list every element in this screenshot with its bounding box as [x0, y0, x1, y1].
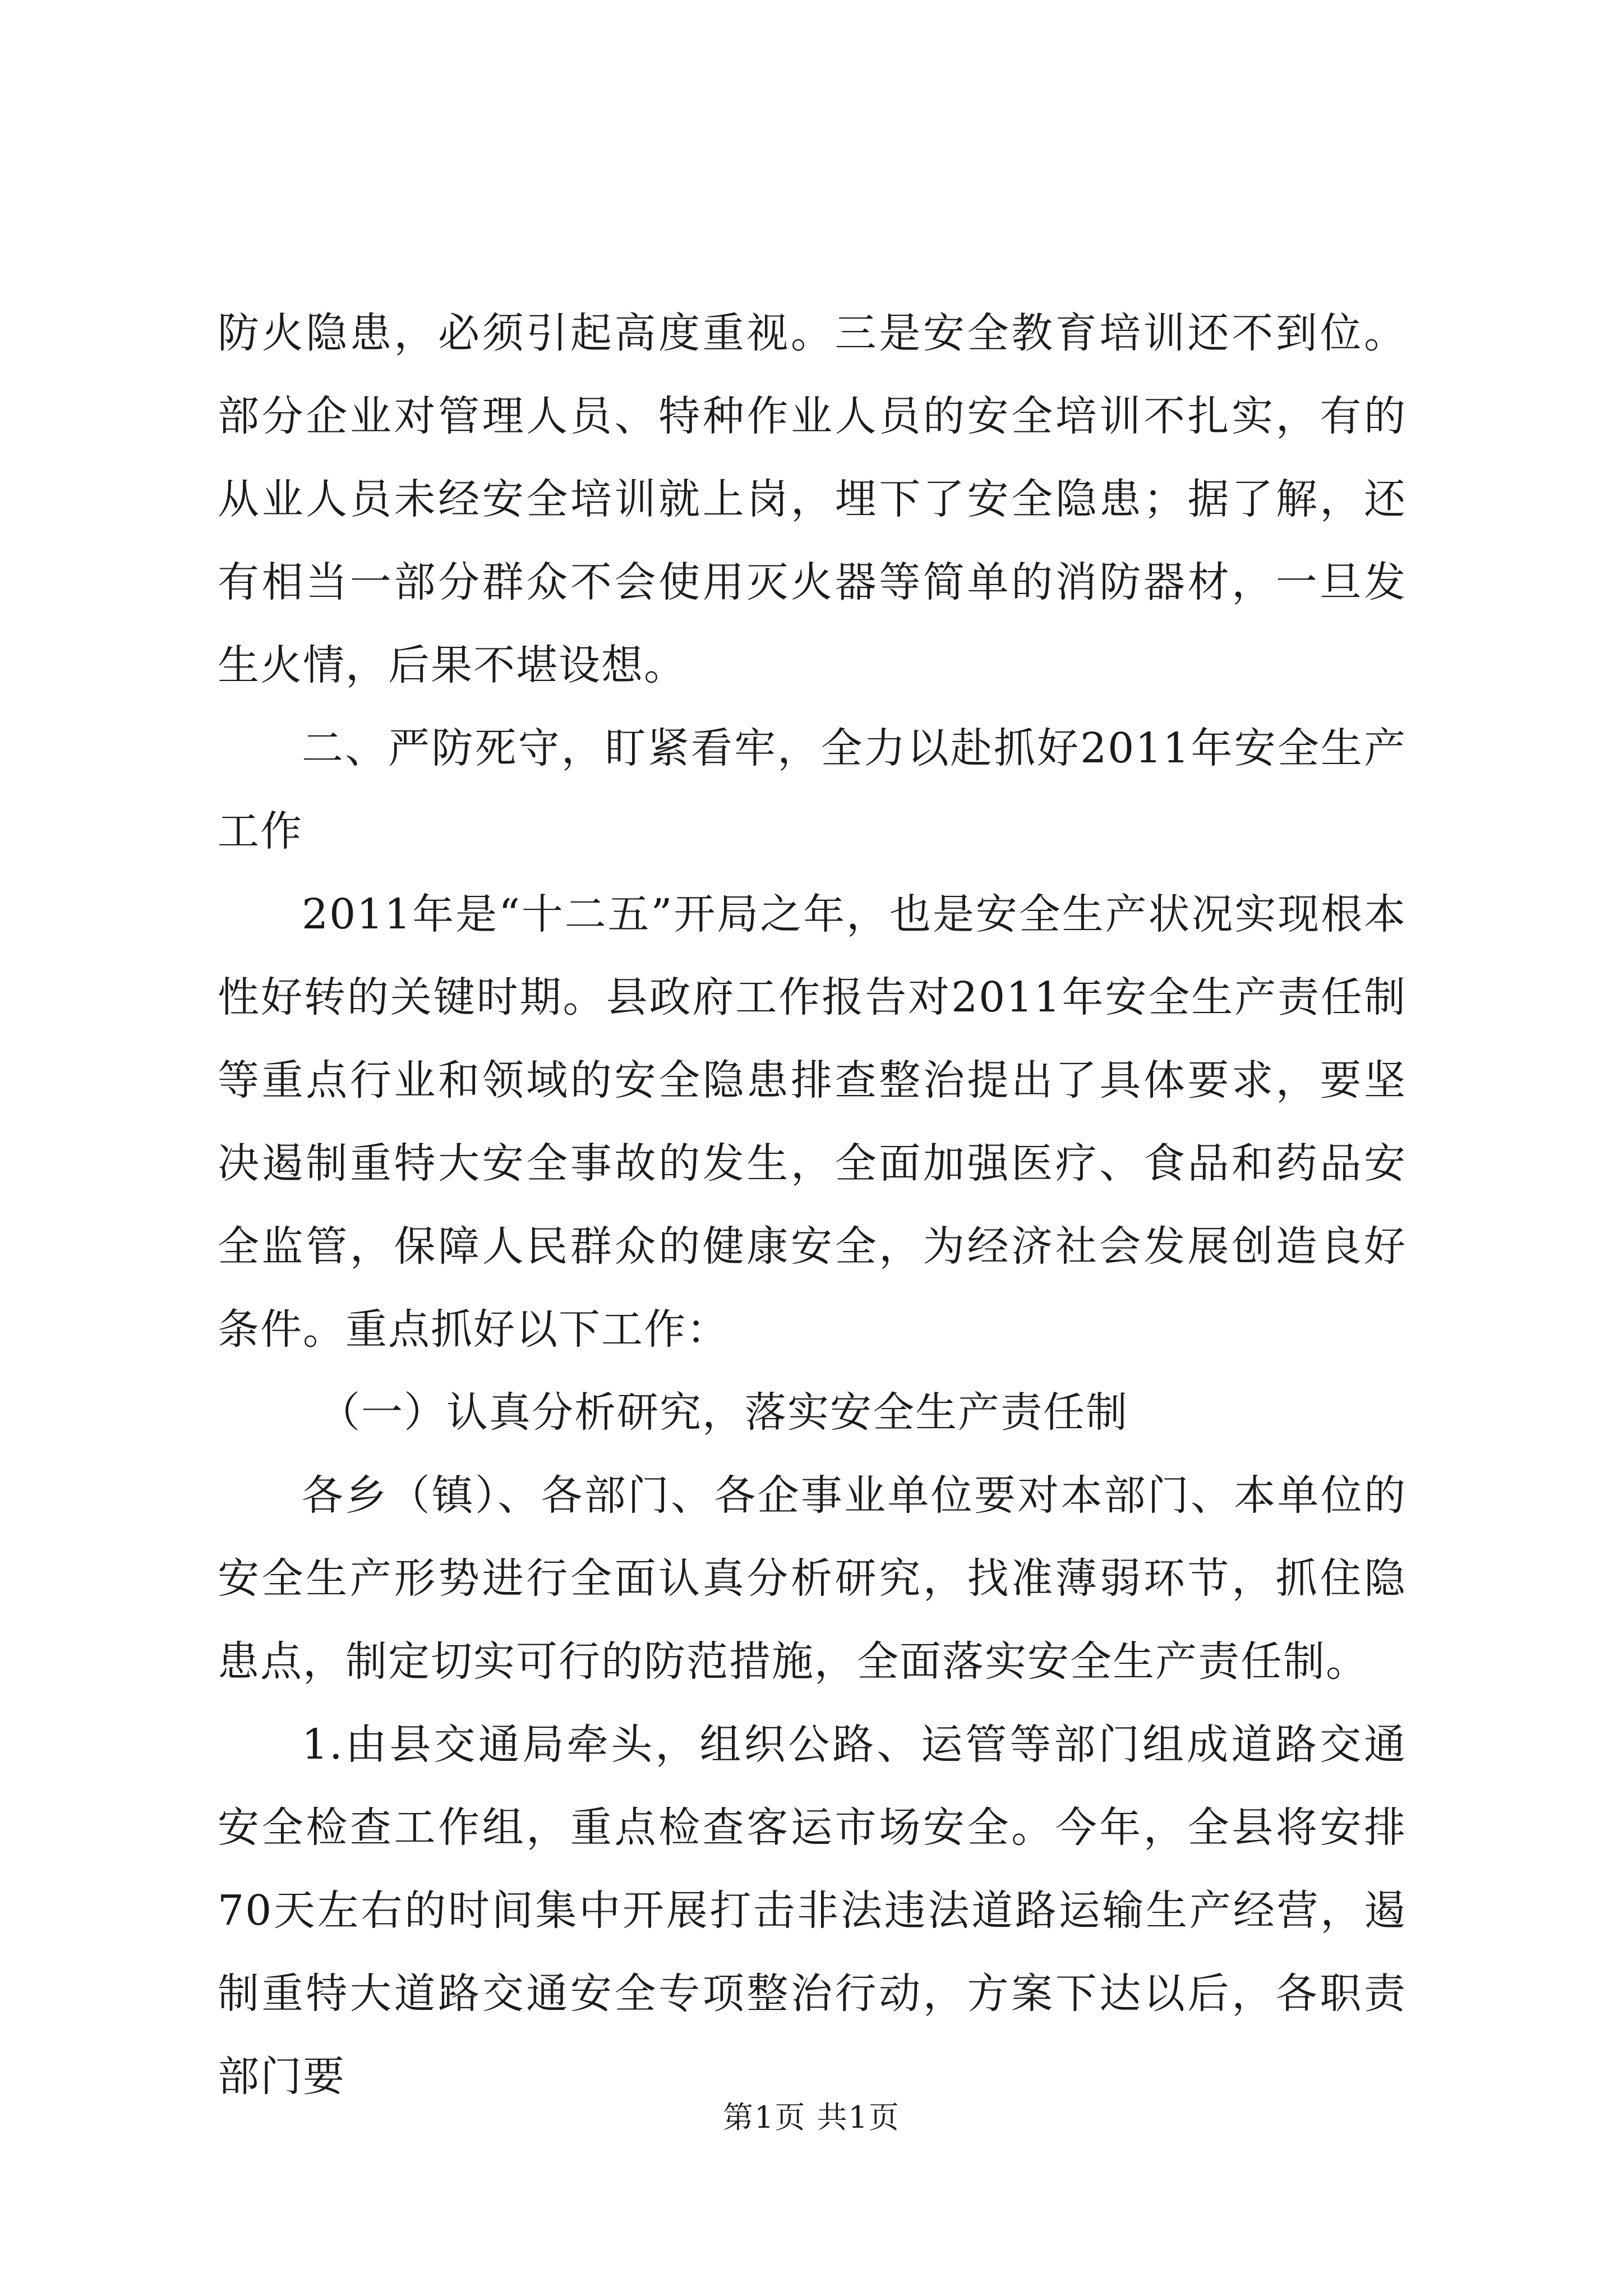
page-footer: 第1页 共1页 [723, 2100, 900, 2135]
paragraph-continuation: 防火隐患，必须引起高度重视。三是安全教育培训还不到位。部分企业对管理人员、特种作业人员的安全培训不扎实，有的从业人员未经安全培训就上岗，埋下了安全隐患；据了解，还有相当一部分群众不会使用灭火器等简单的消防器材，一旦发生火情，后果不堪设想。 [218, 309, 1407, 689]
document-body [218, 292, 1407, 2118]
subsection-heading: （一）认真分析研究，落实安全生产责任制 [319, 1388, 1128, 1437]
section-heading: 二、严防死守，盯紧看牢，全力以赴抓好2011年安全生产工作 [218, 724, 1407, 855]
paragraph-overview: 2011年是“十二五”开局之年，也是安全生产状况实现根本性好转的关键时期。县政府工作报告对2011年安全生产责任制等重点行业和领域的安全隐患排查整治提出了具体要求，要坚决遏制重特大安全事故的发生，全面加强医疗、食品和药品安全监管，保障人民群众的健康安全，为经济社会发展创造良好条件。重点抓好以下工作： [218, 890, 1407, 1354]
paragraph-item-1: 1.由县交通局牵头，组织公路、运管等部门组成道路交通安全检查工作组，重点检查客运市场安全。今年，全县将安排70天左右的时间集中开展打击非法违法道路运输生产经营，遏制重特大道路交通安全专项整治行动，方案下达以后，各职责部门要 [218, 1720, 1407, 2101]
paragraph-responsibility: 各乡（镇）、各部门、各企事业单位要对本部门、本单位的安全生产形势进行全面认真分析研究，找准薄弱环节，抓住隐患点，制定切实可行的防范措施，全面落实安全生产责任制。 [218, 1471, 1407, 1686]
